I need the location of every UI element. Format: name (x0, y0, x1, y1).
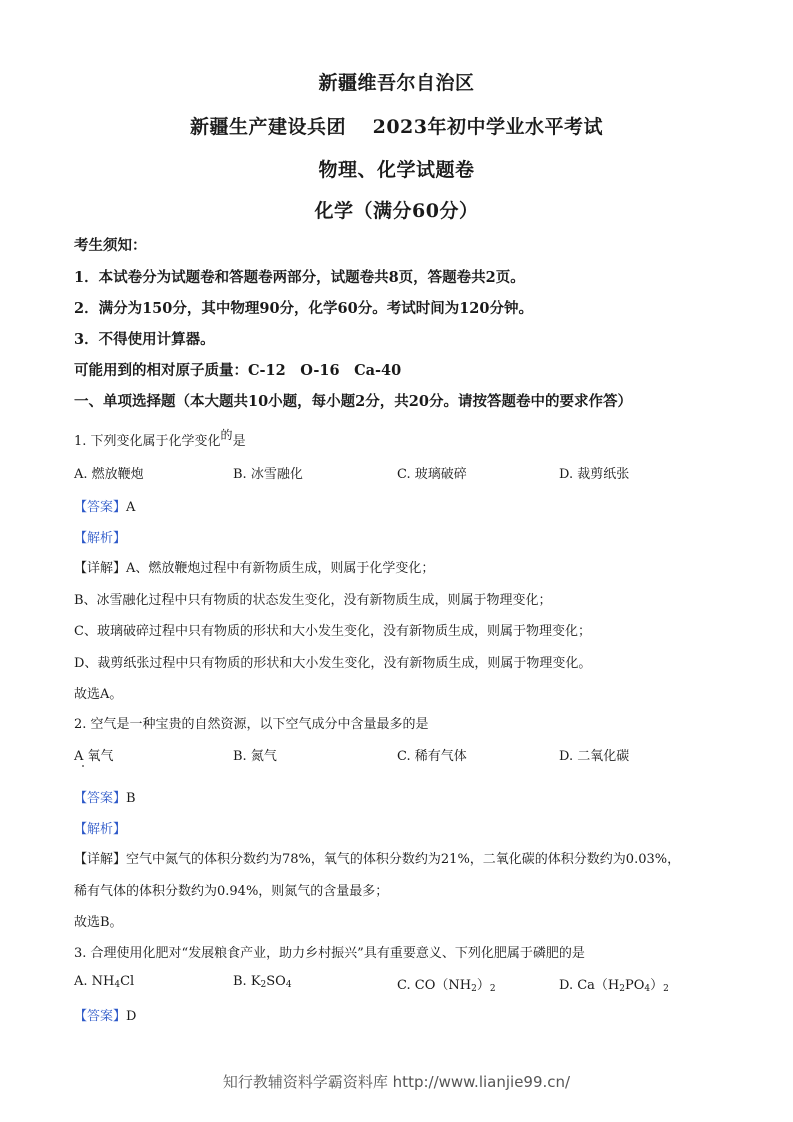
formula-subscript: 2 (619, 984, 625, 994)
formula-subscript: 4 (644, 984, 651, 994)
question-2-option-c: C. 稀有气体 (397, 749, 467, 764)
formula-part: ） (650, 978, 664, 993)
question-1-detail-line-1 (74, 557, 434, 576)
question-1-detail-line-4: D、裁剪纸张过程中只有物质的形状和大小发生变化，没有新物质生成，则属于物理变化。 (74, 656, 592, 671)
formula-subscript: 4 (114, 980, 121, 990)
question-1-stem-text: 1. 下列变化属于化学变化 (74, 434, 221, 449)
question-1-answer (74, 496, 135, 515)
paper-subject-title: 物理、化学试题卷 (318, 159, 475, 181)
question-2-option-d: D. 二氧化碳 (559, 749, 630, 764)
detail-tag: 【详解】 (74, 852, 127, 867)
answer-tag: 【答案】 (74, 791, 127, 806)
notice-title: 考生须知： (74, 237, 147, 254)
notice-item-1: 1．本试卷分为试题卷和答题卷两部分，试题卷共8页，答题卷共2页。 (74, 269, 525, 286)
question-1-conclusion: 故选A。 (74, 687, 123, 702)
question-1-detail-line-2: B、冰雪融化过程中只有物质的状态发生变化，没有新物质生成，则属于物理变化； (74, 593, 552, 608)
question-2-option-a: A 氧气 (74, 749, 114, 764)
detail-tag: 【详解】 (74, 561, 127, 576)
question-2-answer (74, 787, 136, 806)
question-2-option-b: B. 氮气 (233, 749, 277, 764)
answer-value: A (126, 500, 136, 515)
formula-part: SO (266, 974, 286, 989)
question-1-analysis-tag: 【解析】 (74, 531, 127, 546)
section-1-heading: 一、单项选择题（本大题共10小题，每小题2分，共20分。请按答题卷中的要求作答） (74, 393, 632, 410)
question-2-analysis-tag: 【解析】 (74, 822, 127, 837)
question-2-conclusion: 故选B。 (74, 915, 123, 930)
formula-subscript: 2 (489, 984, 496, 994)
notice-item-2: 2．满分为150分，其中物理90分，化学60分。考试时间为120分钟。 (74, 300, 533, 317)
answer-value: D (126, 1009, 137, 1024)
formula-part: A. NH (74, 974, 115, 989)
question-1-option-c: C. 玻璃破碎 (397, 467, 467, 482)
answer-tag: 【答案】 (74, 1009, 127, 1024)
chemistry-score-title: 化学（满分60分） (314, 200, 479, 222)
notice-item-3: 3．不得使用计算器。 (74, 331, 215, 348)
formula-subscript: 2 (260, 980, 267, 990)
answer-value: B (126, 791, 136, 806)
question-1-stem-raised-char: 的 (220, 428, 233, 442)
exam-name-title: 新疆生产建设兵团 2023年初中学业水平考试 (190, 116, 603, 138)
detail-text: A、燃放鞭炮过程中有新物质生成，则属于化学变化； (126, 561, 435, 576)
question-1-stem-tail: 是 (232, 434, 246, 449)
stray-dot (82, 765, 84, 767)
question-1-option-b: B. 冰雪融化 (233, 467, 303, 482)
question-3-option-b (233, 974, 292, 989)
formula-part: D. Ca（H (559, 978, 620, 993)
answer-tag: 【答案】 (74, 500, 127, 515)
question-3-stem: 3. 合理使用化肥对“发展粮食产业，助力乡村振兴”具有重要意义、下列化肥属于磷肥的是 (74, 946, 585, 961)
question-1-option-a: A. 燃放鞭炮 (74, 467, 144, 482)
question-3-option-d (559, 974, 669, 993)
formula-subscript: 2 (471, 984, 477, 994)
footer-watermark-link[interactable]: 知行教辅资料学霸资料库 http://www.lianjie99.cn/ (222, 1073, 571, 1091)
formula-part: PO (625, 978, 645, 993)
formula-part: Cl (120, 974, 135, 989)
detail-text: 空气中氮气的体积分数约为78%，氧气的体积分数约为21%，二氧化碳的体积分数约为0.03%， (126, 852, 681, 867)
question-2-detail-line-1 (74, 848, 680, 867)
question-2-detail-line-2: 稀有气体的体积分数约为0.94%，则氮气的含量最多； (74, 884, 389, 899)
question-3-option-a (74, 974, 134, 989)
question-1-detail-line-3: C、玻璃破碎过程中只有物质的形状和大小发生变化，没有新物质生成，则属于物理变化； (74, 624, 591, 639)
question-3-answer (74, 1005, 136, 1024)
formula-subscript: 2 (663, 984, 669, 994)
question-1-option-d: D. 裁剪纸张 (559, 467, 630, 482)
formula-part: C. CO（NH (397, 978, 472, 993)
formula-subscript: 4 (285, 980, 292, 990)
question-2-stem: 2. 空气是一种宝贵的自然资源，以下空气成分中含量最多的是 (74, 717, 429, 732)
atomic-mass-line: 可能用到的相对原子质量：C-12 O-16 Ca-40 (74, 362, 402, 379)
formula-part: B. K (233, 974, 261, 989)
question-1-stem (74, 430, 246, 449)
question-3-option-c (397, 974, 496, 993)
exam-region-title: 新疆维吾尔自治区 (318, 72, 475, 94)
formula-part: ） (476, 978, 490, 993)
